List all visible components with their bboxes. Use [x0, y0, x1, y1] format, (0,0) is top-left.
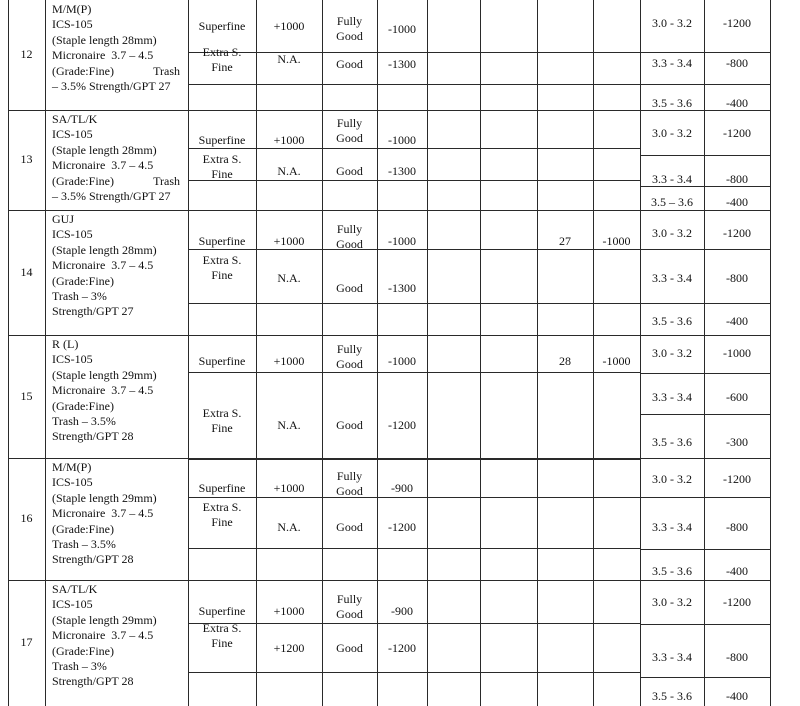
micronaire-range: 3.3 - 3.4	[652, 520, 692, 534]
description-line: Trash – 3.5%	[52, 414, 116, 428]
premium-value: N.A.	[277, 520, 301, 534]
grade-label: Good	[336, 520, 363, 534]
column-rule	[8, 0, 9, 706]
serial-number: 13	[20, 152, 33, 166]
micronaire-range: 3.0 - 3.2	[652, 16, 692, 30]
grade-label: Fine	[211, 515, 233, 529]
sub-row-rule	[640, 549, 770, 550]
micronaire-range: 3.3 - 3.4	[652, 56, 692, 70]
description-line: (Staple length 29mm)	[52, 367, 157, 382]
micronaire-premium: -400	[726, 96, 748, 110]
row-rule	[8, 210, 770, 211]
sub-row-rule	[640, 624, 770, 625]
row-rule	[8, 335, 770, 336]
description-line: Micronaire 3.7 – 4.5	[52, 48, 154, 63]
grade-label: Fine	[211, 636, 233, 650]
column-rule	[45, 0, 46, 706]
micronaire-premium: -800	[726, 56, 748, 70]
grade-label: Good	[336, 237, 363, 251]
micronaire-premium: -400	[726, 314, 748, 328]
description-line: Strength/GPT 27	[52, 304, 134, 319]
grade-label: Good	[336, 281, 363, 295]
micronaire-range: 3.5 - 3.6	[652, 96, 692, 110]
grade-label: Fine	[211, 167, 233, 181]
description-line: Micronaire 3.7 – 4.5	[52, 628, 154, 643]
description-part: Trash	[153, 63, 180, 78]
premium-value: +1000	[273, 481, 305, 495]
grade-label: Good	[336, 641, 363, 655]
micronaire-range: 3.3 - 3.4	[652, 271, 692, 285]
micronaire-range: 3.5 - 3.6	[652, 314, 692, 328]
description-line: SA/TL/K	[52, 112, 98, 126]
sub-row-rule	[640, 497, 770, 498]
grade-label: Good	[336, 29, 363, 43]
staple-length: 27	[559, 234, 571, 248]
sub-row-rule	[640, 303, 770, 304]
sub-row-rule	[188, 459, 640, 460]
micronaire-range: 3.0 - 3.2	[652, 472, 692, 486]
premium-value: -1000	[388, 22, 416, 36]
premium-value: -1300	[388, 281, 416, 295]
description-line: ICS-105	[52, 597, 93, 612]
serial-number: 17	[20, 635, 33, 649]
row-rule	[8, 580, 770, 581]
premium-value: N.A.	[277, 164, 301, 178]
grade-label: Fine	[211, 268, 233, 282]
description-line: ICS-105	[52, 227, 93, 242]
description-line	[52, 64, 180, 79]
column-rule	[377, 0, 378, 706]
description-line: M/M(P)	[52, 2, 92, 16]
description-line: Micronaire 3.7 – 4.5	[52, 258, 154, 273]
description-line: Micronaire 3.7 – 4.5	[52, 383, 154, 398]
micronaire-premium: -800	[726, 172, 748, 186]
premium-value: +1000	[273, 354, 305, 368]
description-line: Micronaire 3.7 – 4.5	[52, 158, 154, 173]
micronaire-range: 3.5 - 3.6	[652, 435, 692, 449]
description-line: Trash – 3.5%	[52, 537, 116, 551]
micronaire-premium: -1200	[723, 226, 751, 240]
micronaire-range: 3.3 - 3.4	[652, 650, 692, 664]
description-line: (Staple length 28mm)	[52, 142, 157, 157]
grade-label: Fully	[336, 116, 363, 130]
premium-value: -1000	[388, 133, 416, 147]
grade-label: Good	[336, 484, 363, 498]
sub-row-rule	[640, 373, 770, 374]
premium-value: -1000	[388, 234, 416, 248]
premium-value: N.A.	[277, 52, 301, 66]
description-line: ICS-105	[52, 17, 93, 32]
grade-label: Good	[336, 57, 363, 71]
sub-row-rule	[188, 497, 640, 498]
description-part: Trash	[153, 173, 180, 188]
premium-value: +1200	[273, 641, 305, 655]
description-part: (Grade:Fine)	[52, 63, 114, 78]
grade-label: Superfine	[198, 481, 246, 495]
description-line: (Staple length 28mm)	[52, 242, 157, 257]
grade-label: Fully	[336, 469, 363, 483]
staple-length: 28	[559, 354, 571, 368]
description-line: M/M(P)	[52, 460, 92, 474]
micronaire-premium: -800	[726, 520, 748, 534]
grade-label: Fully	[336, 222, 363, 236]
sub-row-rule	[188, 249, 640, 250]
premium-value: -1200	[388, 520, 416, 534]
grade-label: Good	[336, 357, 363, 371]
description-line: ICS-105	[52, 475, 93, 490]
column-rule	[188, 0, 189, 706]
micronaire-premium: -800	[726, 271, 748, 285]
grade-label: Good	[336, 131, 363, 145]
micronaire-range: 3.5 - 3.6	[652, 689, 692, 703]
premium-value: +1000	[273, 19, 305, 33]
grade-label: Superfine	[198, 19, 246, 33]
premium-value: N.A.	[277, 271, 301, 285]
micronaire-premium: -600	[726, 390, 748, 404]
description-line: GUJ	[52, 212, 75, 226]
sub-row-rule	[640, 155, 770, 156]
description-line: Strength/GPT 28	[52, 429, 134, 444]
sub-row-rule	[640, 249, 770, 250]
premium-value: N.A.	[277, 418, 301, 432]
grade-label: Superfine	[198, 133, 246, 147]
premium-value: -1200	[388, 641, 416, 655]
micronaire-range: 3.5 – 3.6	[651, 195, 693, 209]
description-part: (Grade:Fine)	[52, 173, 114, 188]
sub-row-rule	[188, 548, 640, 549]
premium-value: +1000	[273, 133, 305, 147]
grade-label: Good	[336, 418, 363, 432]
grade-label: Fully	[336, 592, 363, 606]
grade-label: Extra S.	[202, 45, 242, 59]
premium-value: +1000	[273, 604, 305, 618]
grade-label: Good	[336, 607, 363, 621]
micronaire-premium: -400	[726, 564, 748, 578]
staple-premium: -1000	[602, 234, 631, 248]
grade-label: Fine	[211, 60, 233, 74]
description-line: (Grade:Fine)	[52, 398, 114, 413]
grade-label: Extra S.	[202, 253, 242, 267]
micronaire-range: 3.0 - 3.2	[652, 346, 692, 360]
micronaire-premium: -400	[726, 195, 748, 209]
sub-row-rule	[640, 677, 770, 678]
column-rule	[537, 0, 538, 706]
micronaire-range: 3.3 - 3.4	[652, 172, 692, 186]
premium-value: -1000	[388, 354, 416, 368]
micronaire-premium: -1200	[723, 595, 751, 609]
grade-label: Superfine	[198, 604, 246, 618]
serial-number: 14	[20, 264, 33, 279]
grade-label: Extra S.	[202, 621, 242, 635]
grade-label: Fine	[211, 421, 233, 435]
grade-label: Superfine	[198, 234, 246, 248]
description-line: – 3.5% Strength/GPT 27	[52, 189, 171, 203]
sub-row-rule	[188, 303, 640, 304]
description-line: (Staple length 28mm)	[52, 32, 157, 47]
premium-value: -900	[391, 481, 413, 495]
staple-premium: -1000	[602, 354, 631, 368]
premium-value: -1200	[388, 418, 416, 432]
premium-value: -900	[391, 604, 413, 618]
description-line: Strength/GPT 28	[52, 674, 134, 689]
sub-row-rule	[188, 148, 640, 149]
description-line: ICS-105	[52, 127, 93, 142]
sub-row-rule	[188, 372, 640, 373]
grade-label: Extra S.	[202, 500, 242, 514]
micronaire-premium: -300	[726, 435, 748, 449]
description-line: (Grade:Fine)	[52, 273, 114, 288]
micronaire-range: 3.5 - 3.6	[652, 564, 692, 578]
premium-value: -1300	[388, 57, 416, 71]
description-line: (Grade:Fine)	[52, 521, 114, 536]
grade-label: Extra S.	[202, 152, 242, 166]
serial-number: 15	[20, 388, 33, 403]
description-line	[52, 174, 180, 189]
description-line: – 3.5% Strength/GPT 27	[52, 79, 171, 93]
description-line: R (L)	[52, 337, 79, 351]
serial-number: 12	[20, 47, 33, 61]
micronaire-range: 3.0 - 3.2	[652, 226, 692, 240]
grade-label: Extra S.	[202, 406, 242, 420]
description-line: Strength/GPT 28	[52, 552, 134, 567]
micronaire-range: 3.0 - 3.2	[652, 595, 692, 609]
serial-number: 16	[20, 511, 33, 525]
description-line: Micronaire 3.7 – 4.5	[52, 506, 154, 521]
micronaire-premium: -800	[726, 650, 748, 664]
description-line: Trash – 3%	[52, 659, 107, 673]
sub-row-rule	[640, 84, 770, 85]
description-line: SA/TL/K	[52, 582, 98, 596]
description-line: (Grade:Fine)	[52, 643, 114, 658]
column-rule	[593, 0, 594, 706]
column-rule	[770, 0, 771, 706]
sub-row-rule	[640, 414, 770, 415]
sub-row-rule	[188, 84, 640, 85]
description-line: (Staple length 29mm)	[52, 490, 157, 505]
micronaire-premium: -1200	[723, 16, 751, 30]
sub-row-rule	[188, 672, 640, 673]
micronaire-premium: -400	[726, 689, 748, 703]
column-rule	[427, 0, 428, 706]
micronaire-premium: -1000	[723, 346, 751, 360]
description-line: Trash – 3%	[52, 289, 107, 303]
premium-value: -1300	[388, 164, 416, 178]
grade-label: Fully	[336, 342, 363, 356]
grade-label: Good	[336, 164, 363, 178]
description-line: ICS-105	[52, 352, 93, 367]
micronaire-premium: -1200	[723, 472, 751, 486]
grade-label: Fully	[336, 14, 363, 28]
micronaire-range: 3.0 - 3.2	[652, 126, 692, 140]
column-rule	[480, 0, 481, 706]
column-rule	[256, 0, 257, 706]
micronaire-premium: -1200	[723, 126, 751, 140]
sub-row-rule	[640, 52, 770, 53]
premium-value: +1000	[273, 234, 305, 248]
micronaire-range: 3.3 - 3.4	[652, 390, 692, 404]
grade-label: Superfine	[198, 354, 246, 368]
description-line: (Staple length 29mm)	[52, 612, 157, 627]
